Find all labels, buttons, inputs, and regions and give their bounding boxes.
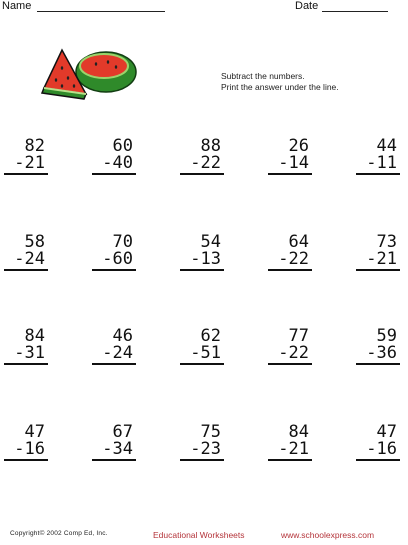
subtrahend: -24 bbox=[4, 251, 48, 271]
subtrahend: -31 bbox=[4, 345, 48, 365]
name-blank-line[interactable] bbox=[37, 1, 165, 12]
website-link[interactable]: www.schoolexpress.com bbox=[281, 530, 375, 540]
problem bbox=[356, 234, 400, 271]
subtrahend: -16 bbox=[4, 441, 48, 461]
minuend: 70 bbox=[112, 232, 133, 252]
minuend: 47 bbox=[24, 422, 45, 442]
problem bbox=[268, 234, 312, 271]
minuend: 26 bbox=[288, 136, 309, 156]
subtrahend: -34 bbox=[92, 441, 136, 461]
problem bbox=[92, 424, 136, 461]
minuend: 67 bbox=[112, 422, 133, 442]
minuend: 62 bbox=[200, 326, 221, 346]
subtrahend: -22 bbox=[180, 155, 224, 175]
instruction-line-2: Print the answer under the line. bbox=[221, 82, 339, 92]
minuend: 60 bbox=[112, 136, 133, 156]
problem bbox=[4, 424, 48, 461]
minuend: 59 bbox=[376, 326, 397, 346]
name-field[interactable] bbox=[2, 0, 165, 12]
copyright-text: Copyright© 2002 Comp Ed, Inc. bbox=[10, 530, 108, 537]
problem bbox=[268, 328, 312, 365]
subtrahend: -21 bbox=[268, 441, 312, 461]
subtrahend: -13 bbox=[180, 251, 224, 271]
problem bbox=[268, 424, 312, 461]
subtrahend: -14 bbox=[268, 155, 312, 175]
minuend: 58 bbox=[24, 232, 45, 252]
problem bbox=[92, 138, 136, 175]
minuend: 44 bbox=[376, 136, 397, 156]
name-label: Name bbox=[2, 0, 32, 12]
subtrahend: -51 bbox=[180, 345, 224, 365]
problem bbox=[4, 234, 48, 271]
problem bbox=[356, 138, 400, 175]
watermelon-icon bbox=[38, 44, 138, 100]
problem bbox=[180, 328, 224, 365]
minuend: 84 bbox=[288, 422, 309, 442]
problem bbox=[4, 138, 48, 175]
subtrahend: -23 bbox=[180, 441, 224, 461]
problem bbox=[180, 138, 224, 175]
subtrahend: -40 bbox=[92, 155, 136, 175]
minuend: 88 bbox=[200, 136, 221, 156]
subtrahend: -24 bbox=[92, 345, 136, 365]
minuend: 47 bbox=[376, 422, 397, 442]
subtrahend: -21 bbox=[4, 155, 48, 175]
date-blank-line[interactable] bbox=[322, 1, 388, 12]
subtrahend: -22 bbox=[268, 251, 312, 271]
subtrahend: -60 bbox=[92, 251, 136, 271]
minuend: 54 bbox=[200, 232, 221, 252]
educational-worksheets-link[interactable]: Educational Worksheets bbox=[153, 530, 245, 540]
problem bbox=[180, 234, 224, 271]
date-label: Date bbox=[295, 0, 319, 12]
problem bbox=[92, 328, 136, 365]
minuend: 64 bbox=[288, 232, 309, 252]
minuend: 75 bbox=[200, 422, 221, 442]
minuend: 46 bbox=[112, 326, 133, 346]
instruction-line-1: Subtract the numbers. bbox=[221, 71, 305, 81]
minuend: 77 bbox=[288, 326, 309, 346]
problem bbox=[4, 328, 48, 365]
problem bbox=[268, 138, 312, 175]
subtrahend: -16 bbox=[356, 441, 400, 461]
minuend: 82 bbox=[24, 136, 45, 156]
subtrahend: -21 bbox=[356, 251, 400, 271]
problem bbox=[356, 424, 400, 461]
subtrahend: -22 bbox=[268, 345, 312, 365]
problem bbox=[180, 424, 224, 461]
subtrahend: -36 bbox=[356, 345, 400, 365]
minuend: 84 bbox=[24, 326, 45, 346]
minuend: 73 bbox=[376, 232, 397, 252]
problem bbox=[356, 328, 400, 365]
date-field[interactable] bbox=[295, 0, 388, 12]
problem bbox=[92, 234, 136, 271]
subtrahend: -11 bbox=[356, 155, 400, 175]
